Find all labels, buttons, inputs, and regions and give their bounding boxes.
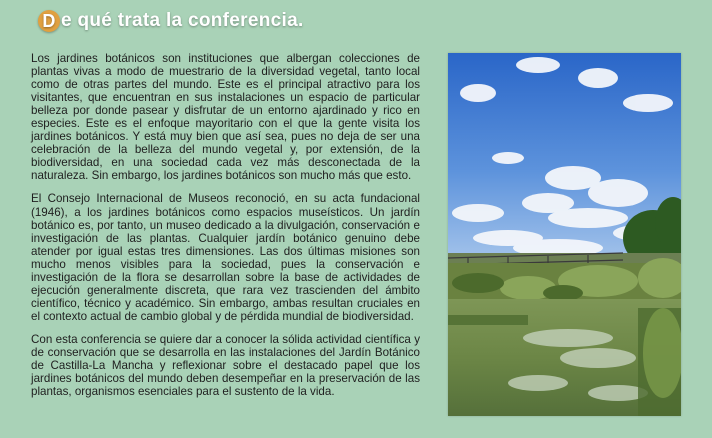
heading-dropcap: D <box>38 10 60 32</box>
paragraph-1: Los jardines botánicos son instituciones que albergan colecciones de plantas vivas a modo de muestrario de la diversidad vegetal, tanto local como de otras partes del mundo. Este es el principal atractivo para los visitantes, que encuentran en sus instalaciones un espacio de particular belleza por donde pasear y disfrutar de un entorno ajardinado y rico en especies. Este es el enfoque mayoritario con el que la gente visita los jardines botánicos. Y está muy bien que así sea, pues no deja de ser una celebración de la belleza del mundo vegetal y, por extensión, de la biodiversidad, en una sociedad cada vez más desconectada de la naturaleza. Sin embargo, los jardines botánicos son mucho más que esto. <box>31 52 420 183</box>
section-heading <box>38 10 304 32</box>
paragraph-3: Con esta conferencia se quiere dar a conocer la sólida actividad científica y de conservación que se desarrolla en las instalaciones del Jardín Botánico de Castilla-La Mancha y reflexionar sobre el destacado papel que los jardines botánicos del mundo deben desempeñar en la preservación de las plantas, organismos esenciales para el sustento de la vida. <box>31 332 420 399</box>
pond-landscape-photo-icon <box>448 53 681 416</box>
botanical-garden-photo <box>448 53 681 416</box>
article-body <box>31 52 420 408</box>
paragraph-2: El Consejo Internacional de Museos reconoció, en su acta fundacional (1946), a los jardines botánicos como espacios museísticos. Un jardín botánico es, por tanto, un museo dedicado a la divulgación, conservación e investigación de las plantas. Cualquier jardín botánico genuino debe atender por igual estas tres dimensiones. Las dos últimas misiones son mucho menos visibles para la sociedad, pues la conservación e investigación de la flora se desarrollan sobre la base de actividades de ejecución generalmente discreta, que rara vez trascienden del ámbito científico, técnico y académico. Sin embargo, ambas resultan cruciales en el contexto actual de cambio global y de pérdida mundial de biodiversidad. <box>31 192 420 323</box>
heading-text: e qué trata la conferencia. <box>61 10 304 31</box>
